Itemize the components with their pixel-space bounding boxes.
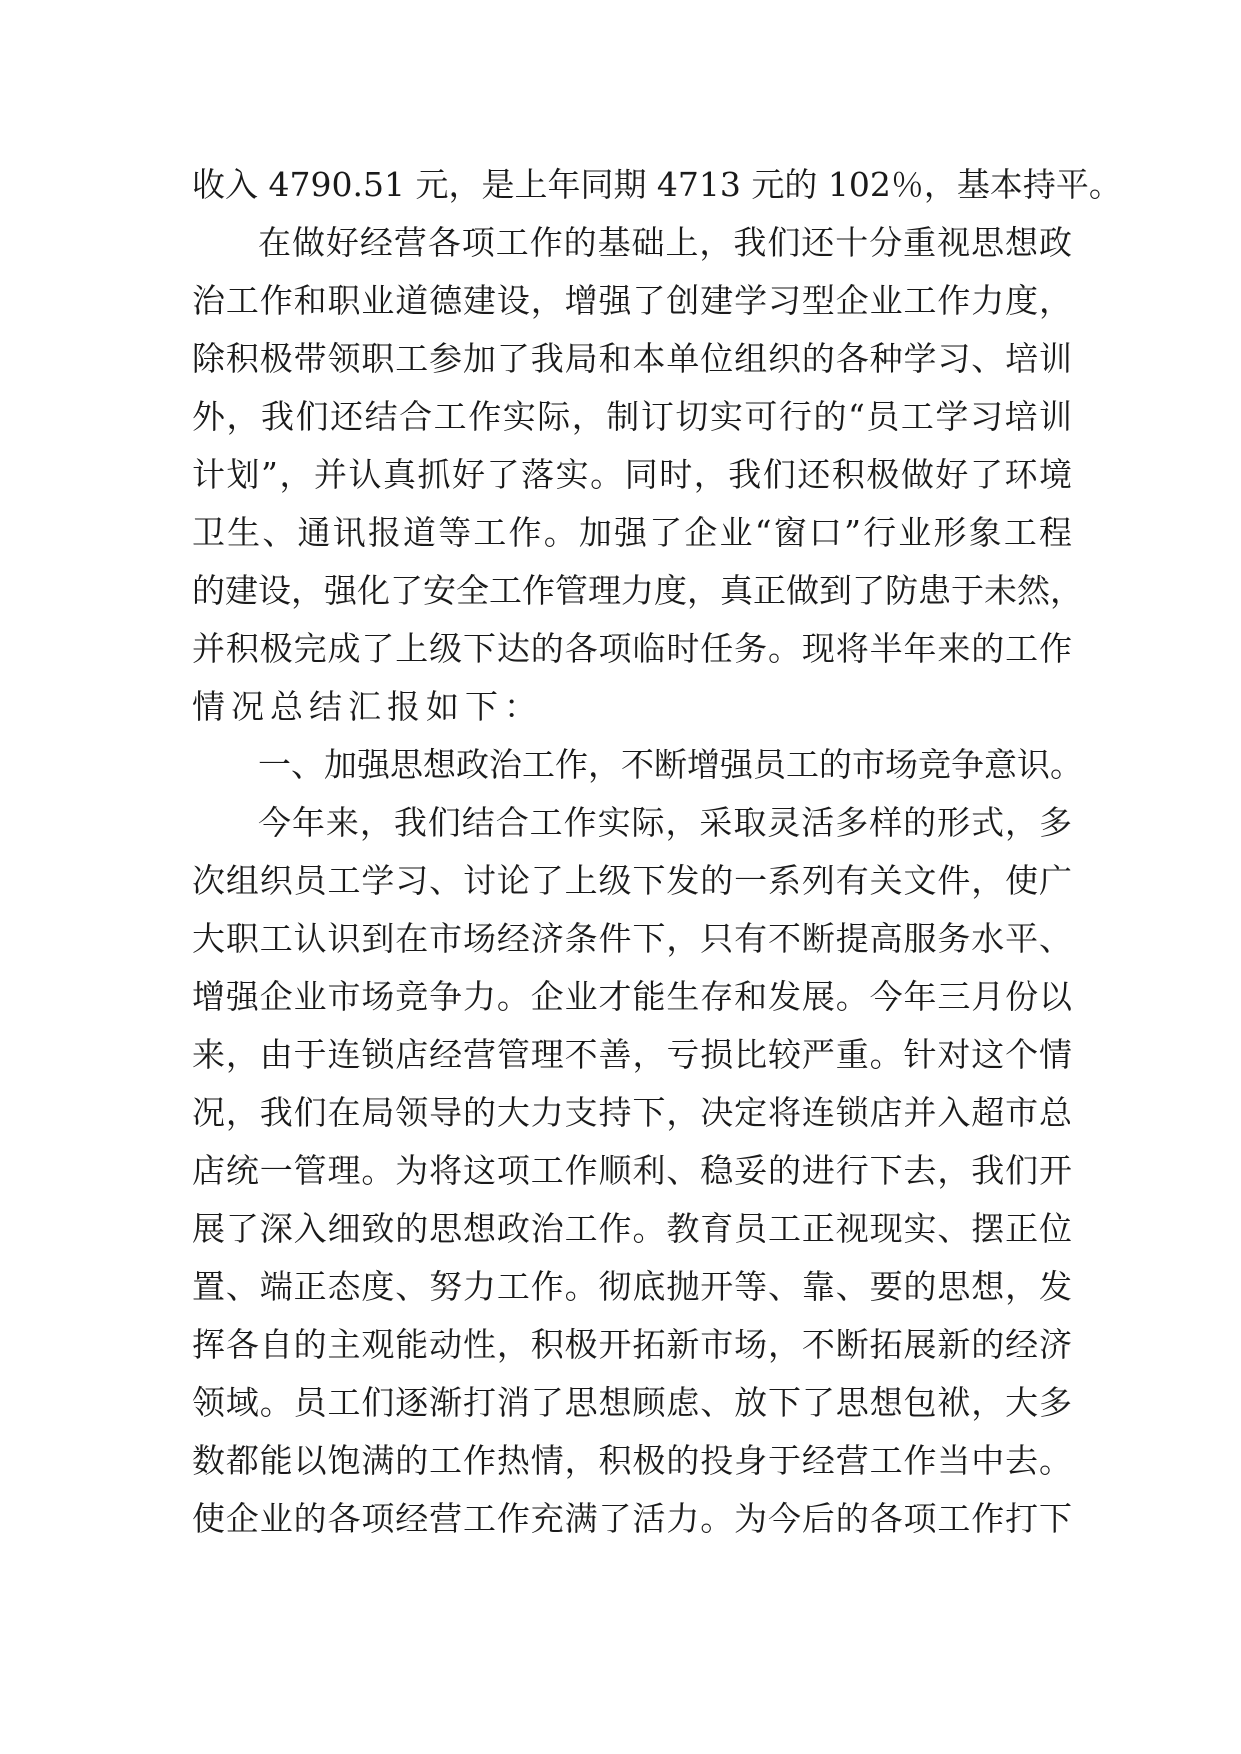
text-line: 数都能以饱满的工作热情，积极的投身于经营工作当中去。 [192,1441,1072,1480]
text-line: 收入 4790.51 元，是上年同期 4713 元的 102％，基本持平。 [192,165,1122,204]
text-line: 大职工认识到在市场经济条件下，只有不断提高服务水平、 [192,919,1072,958]
text-line: 增强企业市场竞争力。企业才能生存和发展。今年三月份以 [192,977,1072,1016]
text-line: 使企业的各项经营工作充满了活力。为今后的各项工作打下 [192,1499,1072,1538]
text-line: 况，我们在局领导的大力支持下，决定将连锁店并入超市总 [192,1093,1072,1132]
text-line: 今年来，我们结合工作实际，采取灵活多样的形式，多 [258,803,1072,842]
section-heading: 一、加强思想政治工作，不断增强员工的市场竞争意识。 [258,745,1083,784]
text-line: 卫生、通讯报道等工作。加强了企业“窗口”行业形象工程 [192,513,1072,552]
text-line: 领域。员工们逐渐打消了思想顾虑、放下了思想包袱，大多 [192,1383,1072,1422]
text-line: 外，我们还结合工作实际，制订切实可行的“员工学习培训 [192,397,1072,436]
text-line: 挥各自的主观能动性，积极开拓新市场，不断拓展新的经济 [192,1325,1072,1364]
text-line: 计划”，并认真抓好了落实。同时，我们还积极做好了环境 [192,455,1072,494]
text-line: 除积极带领职工参加了我局和本单位组织的各种学习、培训 [192,339,1072,378]
text-line: 治工作和职业道德建设，增强了创建学习型企业工作力度， [192,281,1072,320]
text-line: 情况总结汇报如下： [192,687,543,726]
text-line: 置、端正态度、努力工作。彻底抛开等、靠、要的思想，发 [192,1267,1072,1306]
text-line: 并积极完成了上级下达的各项临时任务。现将半年来的工作 [192,629,1072,668]
text-line: 展了深入细致的思想政治工作。教育员工正视现实、摆正位 [192,1209,1072,1248]
text-line: 来，由于连锁店经营管理不善，亏损比较严重。针对这个情 [192,1035,1072,1074]
text-line: 在做好经营各项工作的基础上，我们还十分重视思想政 [258,223,1072,262]
text-line: 的建设，强化了安全工作管理力度，真正做到了防患于未然， [192,571,1083,610]
text-line: 次组织员工学习、讨论了上级下发的一系列有关文件，使广 [192,861,1072,900]
text-line: 店统一管理。为将这项工作顺利、稳妥的进行下去，我们开 [192,1151,1072,1190]
